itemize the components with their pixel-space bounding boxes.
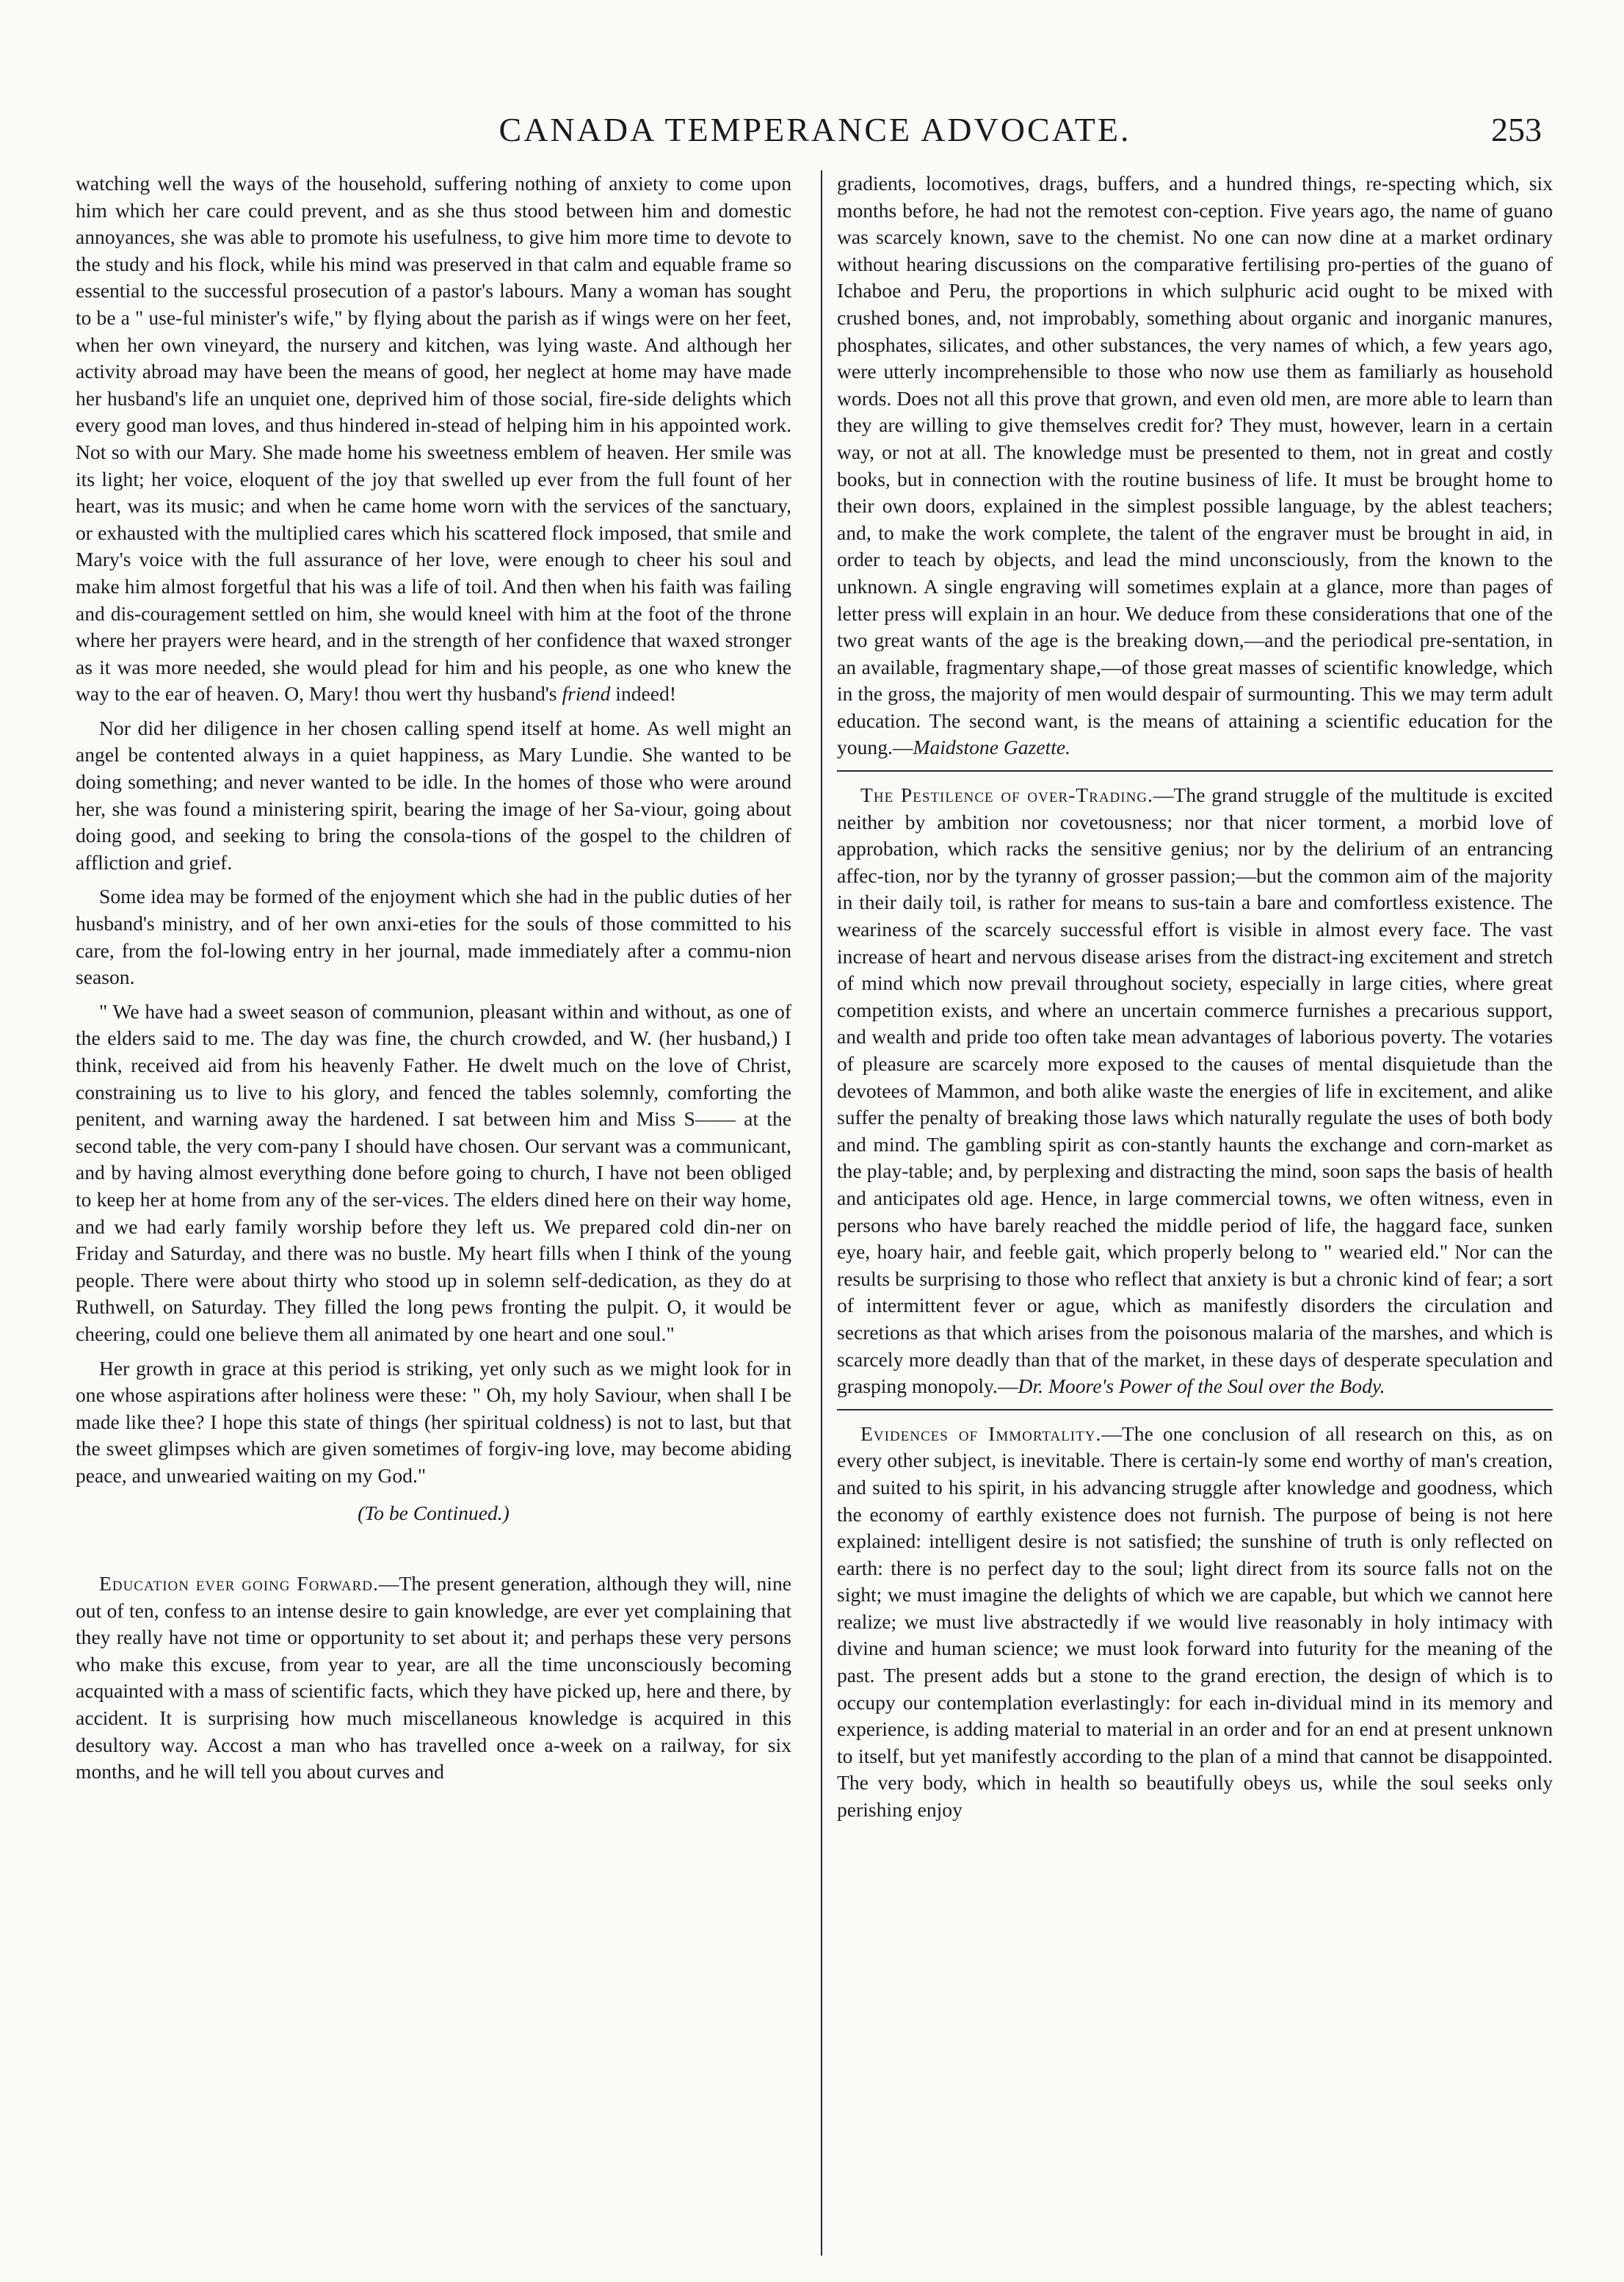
- source-citation: Dr. Moore's Power of the Soul over the Body.: [1018, 1374, 1385, 1398]
- emphasis-text: friend: [562, 682, 611, 706]
- article-heading: Education ever going Forward.: [99, 1572, 379, 1595]
- article-immortality: [837, 1421, 1553, 1824]
- article-education: [76, 1571, 791, 1786]
- right-column: [837, 170, 1553, 2256]
- article-paragraph: [837, 170, 1553, 761]
- column-divider: [821, 170, 822, 2256]
- article-pestilence: [837, 782, 1553, 1400]
- article-paragraph: Nor did her diligence in her chosen calling spend itself at home. As well might an angel be contented always in a quiet happiness, as Mary Lundie. She wanted to be doing something; and never wanted to be idle. In the homes of those who were around her, she was found a ministering spirit, bearing the image of her Sa-viour, going about doing good, and seeking to bring the consola-tions of the gospel to the children of affliction and grief.: [76, 716, 791, 874]
- page-header: [88, 110, 1542, 162]
- article-paragraph: Her growth in grace at this period is striking, yet only such as we might look for in one whose aspirations after holiness were these: " Oh, my holy Saviour, when shall I be made like thee? I hope this state of things (her spiritual coldness) is not to last, but that the sweet glimpses which are given sometimes of forgiv-ing love, may become abiding peace, and unwearied waiting on my God.": [76, 1356, 791, 1487]
- quoted-journal-entry: " We have had a sweet season of communion, pleasant within and without, as one of the elders said to me. The day was fine, the church crowded, and W. (her husband,) I think, received aid from his heavenly Father. He dwelt much on the love of Christ, constraining us to live to his glory, and fenced the tables solemnly, comforting the penitent, and warning away the hardened. I sat between him and Miss S—— at the second table, the very com-pany I should have chosen. Our servant was a communicant, and by having almost everything done before going to church, I have not been obliged to keep her at home from any of the ser-vices. The elders dined here on their way home, and we had early family worship before they left us. We prepared cold din-ner on Friday and Saturday, and there was no bustle. My heart fills when I think of the young people. There were about thirty who stood up in solemn self-dedication, as they do at Ruthwell, on Saturday. They filled the long pews fronting the pulpit. O, it would be cheering, could one believe them all animated by one heart and one soul.": [76, 999, 791, 1345]
- left-column: [76, 170, 791, 2256]
- paragraph-text: indeed!: [615, 682, 677, 706]
- article-body: —The present generation, although they will, nine out of ten, confess to an intense desire to gain knowledge, are ever yet complaining that they really have not time or opportunity to set about it; and perhaps these very persons who make this excuse, from year to year, are all the time unconsciously becoming acquainted with a mass of scientific facts, which they have picked up, here and there, by accident. It is surprising how much miscellaneous knowledge is acquired in this desultory way. Accost a man who has travelled once a-week on a railway, for six months, and he will tell you about curves and: [76, 1572, 791, 1783]
- source-citation: Maidstone Gazette.: [913, 736, 1071, 759]
- article-body: —The one conclusion of all research on this, as on every other subject, is inevitable. There is certain-ly some end worthy of man's creation, and suited to his spirit, in his advancing struggle after knowledge and goodness, which the economy of earthly existence does not furnish. The purpose of being is not here explained: intelligent desire is not satisfied; the sunshine of truth is only reflected on earth: there is no perfect day to the soul; light direct from its source falls not on the sight; we must imagine the delights of which we are capable, but which we cannot here realize; we must live abstractedly if we would live reasonably in holy intimacy with divine and human science; we must look forward into futurity for the meaning of the past. The present adds but a stone to the grand erection, the design of which is to occupy our contemplation everlastingly: for each in-dividual mind in its memory and experience, is adding material to material in an order and for an end at present unknown to itself, but yet manifestly according to the plan of a mind that cannot be disappointed. The very body, which in health so beautifully obeys us, while the soul seeks only perishing enjoy: [837, 1421, 1553, 1822]
- section-divider: [837, 1409, 1553, 1410]
- paragraph-text: watching well the ways of the household, suffering nothing of anxiety to come upon him which her care could prevent, and as she thus stood between him and domestic annoyances, she was able to promote his usefulness, to give him more time to devote to the study and his flock, while his mind was preserved in that calm and equable frame so essential to the successful prosecution of a pastor's labours. Many a woman has sought to be a " use-ful minister's wife," by flying about the parish as if wings were on her feet, when her own vineyard, the nursery and kitchen, was lying waste. And although her activity abroad may have been the means of good, her neglect at home may have made her husband's life an unquiet one, deprived him of those social, fire-side delights which every good man loves, and thus hindered in-stead of helping him in his appointed work. Not so with our Mary. She made home his sweetness emblem of heaven. Her smile was its light; her voice, eloquent of the joy that swelled up ever from the full fount of her heart, was its music; and when he came home worn with the services of the sanctuary, or exhausted with the multiplied cares which his scattered flock imposed, that smile and Mary's voice with the full assurance of her love, were enough to cheer his soul and make him almost forgetful that his was a life of toil. And then when his faith was failing and dis-couragement settled on him, she would kneel with him at the foot of the throne where her prayers were heard, and in the strength of her confidence that waxed stronger as it was more needed, she would plead for him and his people, as one who knew the way to the ear of heaven. O, Mary! thou wert thy husband's: [76, 172, 791, 706]
- article-paragraph: Some idea may be formed of the enjoyment which she had in the public duties of her husband's ministry, and of her own anxi-eties for the souls of those committed to his care, from the fol-lowing entry in her journal, made immediately after a commu-nion season.: [76, 885, 791, 989]
- article-heading: Evidences of Immortality.: [860, 1421, 1102, 1445]
- section-divider: [837, 770, 1553, 772]
- article-body: —The grand struggle of the multitude is excited neither by ambition nor covetousness; nor that nicer torment, a morbid love of approbation, which racks the sensitive genius; nor by the delirium of an entrancing affec-tion, nor by the tyranny of grosser passion;—but the common aim of the majority in their daily toil, is rather for means to sus-tain a bare and comfortless existence. The weariness of the scarcely successful effort is visible in almost every face. The vast increase of heart and nervous disease arises from the distract-ing excitement and stretch of mind which now prevail throughout society, especially in large cities, where great competition exists, and where an uncertain commerce furnishes a precarious support, and wealth and pride too often take mean advantages of laborious poverty. The votaries of pleasure are scarcely more exposed to the causes of mental disquietude than the devotees of Mammon, and both alike waste the energies of life in excitement, and alike suffer the penalty of breaking those laws which naturally regulate the uses of both body and mind. The gambling spirit as con-stantly haunts the exchange and corn-market as the play-table; and, by perplexing and distracting the mind, soon saps the basis of health and anticipates old age. Hence, in large commercial towns, we often witness, even in persons who have barely reached the middle period of life, the haggard face, sunken eye, hoary hair, and feeble gait, which properly belong to " wearied eld." Nor can the results be surprising to those who reflect that anxiety is but a chronic kind of fear; a sort of intermittent fever or ague, which as manifestly disorders the circulation and secretions as that which arises from the poisonous malaria of the marshes, and which is scarcely more deadly than that of the market, in these days of desperate speculation and grasping monopoly.—: [837, 783, 1553, 1398]
- paragraph-text: gradients, locomotives, drags, buffers, and a hundred things, re-specting which, six months before, he had not the remotest con-ception. Five years ago, the name of guano was scarcely known, save to the chemist. No one can now dine at a market ordinary without hearing discussions on the comparative fertilising pro-perties of the guano of Ichaboe and Peru, the proportions in which sulphuric acid ought to be mixed with crushed bones, and, not improbably, something about organic and inorganic manures, phosphates, silicates, and other substances, the very names of which, a few years ago, were utterly incomprehensible to those who now use them as familiarly as household words. Does not all this prove that grown, and even old men, are more able to learn than they are willing to give themselves credit for? They must, however, learn in a certain way, or not at all. The knowledge must be presented to them, not in great and costly books, but in connection with the routine business of life. It must be brought home to their own doors, explained in the simplest possible language, by the ablest teachers; and, to make the work complete, the talent of the engraver must be brought in aid, in order to teach by objects, and lead the mind unconsciously, from the known to the unknown. A single engraving will sometimes explain at a glance, more than pages of letter press will explain in an hour. We deduce from these considerations that one of the two great wants of the age is the breaking down,—and the periodical pre-sentation, in an available, fragmentary shape,—of those great masses of scientific knowledge, which in the gross, the majority of men would despair of surmounting. This we may term adult education. The second want, is the means of attaining a scientific education for the young.—: [837, 172, 1553, 759]
- article-heading: The Pestilence of over-Trading.: [860, 783, 1153, 807]
- to-be-continued: (To be Continued.): [358, 1501, 510, 1524]
- page-number: 253: [1491, 111, 1542, 148]
- publication-title: CANADA TEMPERANCE ADVOCATE.: [499, 111, 1131, 148]
- article-paragraph: [76, 170, 791, 708]
